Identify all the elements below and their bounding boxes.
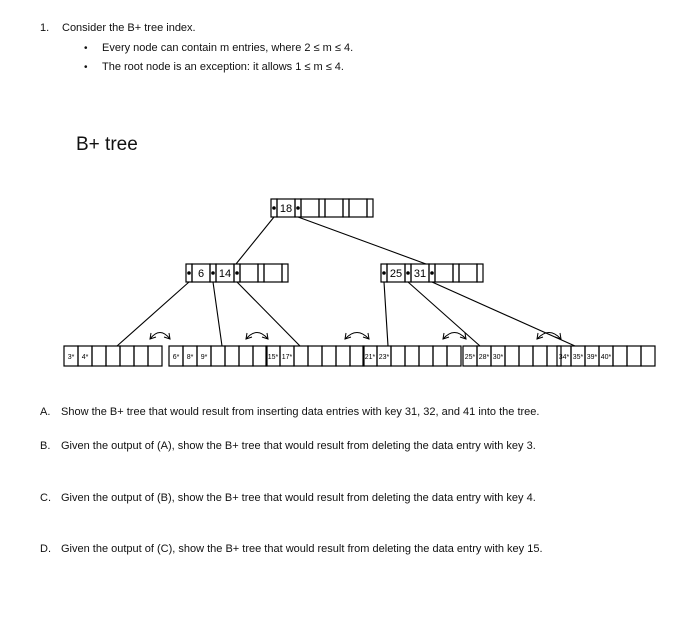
question-number: 1.: [40, 22, 50, 34]
part-a: [40, 406, 539, 418]
leaf-entry-label: 17*: [281, 354, 293, 361]
leaf-entry-label: 9*: [200, 354, 208, 361]
leaf-2-entry-cell: [211, 346, 225, 366]
part-text: Given the output of (A), show the B+ tree that would result from deleting the data entry with key 3.: [61, 440, 536, 452]
bullet-text: The root node is an exception: it allows 1 ≤ m ≤ 4.: [102, 61, 344, 73]
root-node-key-cell: [325, 199, 343, 217]
leaf-5-link-cell: [533, 346, 547, 366]
internal-node-1-key-label: 14: [218, 268, 232, 280]
edge-to-leaf-2: [213, 282, 222, 346]
part-c: [40, 492, 536, 504]
pointer-dot: [382, 271, 386, 275]
root-node-pointer-cell: [319, 199, 325, 217]
part-text: Show the B+ tree that would result from inserting data entries with key 31, 32, and 41 into the tree.: [61, 406, 540, 418]
bullet-text: Every node can contain m entries, where 2 ≤ m ≤ 4.: [102, 42, 354, 54]
root-node-key-cell: [349, 199, 367, 217]
pointer-dot: [296, 206, 300, 210]
pointer-dot: [272, 206, 276, 210]
question-title: Consider the B+ tree index.: [62, 22, 196, 34]
leaf-4-entry-cell: [391, 346, 405, 366]
leaf-entry-label: 28*: [478, 354, 490, 361]
internal-node-2-key-cell: [459, 264, 477, 282]
leaf-entry-label: 4*: [81, 354, 89, 361]
leaf-entry-label: 15*: [267, 354, 279, 361]
pointer-dot: [430, 271, 434, 275]
leaf-4-link-cell: [419, 346, 433, 366]
leaf-1-link-cell: [134, 346, 148, 366]
part-b: [40, 440, 536, 452]
leaf-2-link-cell: [225, 346, 239, 366]
leaf-5-entry-cell: [505, 346, 519, 366]
leaf-1-link-cell: [120, 346, 134, 366]
root-node-pointer-cell: [367, 199, 373, 217]
root-node-pointer-cell: [343, 199, 349, 217]
leaf-3-link-cell: [350, 346, 364, 366]
leaf-2-link-cell: [253, 346, 267, 366]
leaf-5-link-cell: [519, 346, 533, 366]
edge-to-leaf-6: [432, 282, 575, 346]
leaf-4-entry-cell: [405, 346, 419, 366]
tree-title: B+ tree: [76, 134, 138, 155]
internal-node-1-key-cell: [264, 264, 282, 282]
internal-node-2-pointer-cell: [453, 264, 459, 282]
part-d: [40, 543, 543, 555]
leaf-1-entry-cell: [106, 346, 120, 366]
leaf-6-link-cell: [627, 346, 641, 366]
leaf-entry-label: 30*: [492, 354, 504, 361]
edge-to-leaf-1: [117, 282, 189, 346]
edge-root-to-left: [236, 217, 274, 264]
leaf-3-entry-cell: [308, 346, 322, 366]
leaf-4-link-cell: [433, 346, 447, 366]
internal-node-1-pointer-cell: [282, 264, 288, 282]
part-letter: C.: [40, 492, 51, 504]
internal-node-2-key-cell: [435, 264, 453, 282]
bullet-symbol: •: [84, 62, 88, 73]
bullet-symbol: •: [84, 43, 88, 54]
part-letter: D.: [40, 543, 51, 555]
leaf-entry-label: 34*: [558, 354, 570, 361]
leaf-2-link-cell: [239, 346, 253, 366]
leaf-6-link-cell: [613, 346, 627, 366]
internal-node-1-key-cell: [240, 264, 258, 282]
pointer-dot: [235, 271, 239, 275]
leaf-3-link-cell: [336, 346, 350, 366]
leaf-1-link-cell: [148, 346, 162, 366]
root-node-key-label: 18: [279, 203, 293, 215]
internal-node-1-key-label: 6: [197, 268, 205, 280]
leaf-entry-label: 8*: [186, 354, 194, 361]
edge-to-leaf-5: [408, 282, 480, 346]
part-letter: B.: [40, 440, 51, 452]
leaf-entry-label: 40*: [600, 354, 612, 361]
edge-to-leaf-4: [384, 282, 388, 346]
leaf-entry-label: 6*: [172, 354, 180, 361]
leaf-entry-label: 25*: [464, 354, 476, 361]
pointer-dot: [406, 271, 410, 275]
leaf-entry-label: 3*: [67, 354, 75, 361]
internal-node-2-key-label: 25: [389, 268, 403, 280]
leaf-1-entry-cell: [92, 346, 106, 366]
leaf-entry-label: 39*: [586, 354, 598, 361]
internal-node-2-key-label: 31: [413, 268, 427, 280]
internal-node-1-pointer-cell: [258, 264, 264, 282]
pointer-dot: [187, 271, 191, 275]
leaf-3-entry-cell: [294, 346, 308, 366]
leaf-entry-label: 35*: [572, 354, 584, 361]
leaf-4-link-cell: [447, 346, 461, 366]
leaf-3-link-cell: [322, 346, 336, 366]
leaf-entry-label: 21*: [364, 354, 376, 361]
part-letter: A.: [40, 406, 51, 418]
pointer-dot: [211, 271, 215, 275]
leaf-6-link-cell: [641, 346, 655, 366]
root-node-key-cell: [301, 199, 319, 217]
edge-root-to-right: [298, 217, 426, 264]
internal-node-2-pointer-cell: [477, 264, 483, 282]
leaf-entry-label: 23*: [378, 354, 390, 361]
part-text: Given the output of (C), show the B+ tree that would result from deleting the data entry with key 15.: [61, 543, 543, 555]
part-text: Given the output of (B), show the B+ tree that would result from deleting the data entry with key 4.: [61, 492, 536, 504]
